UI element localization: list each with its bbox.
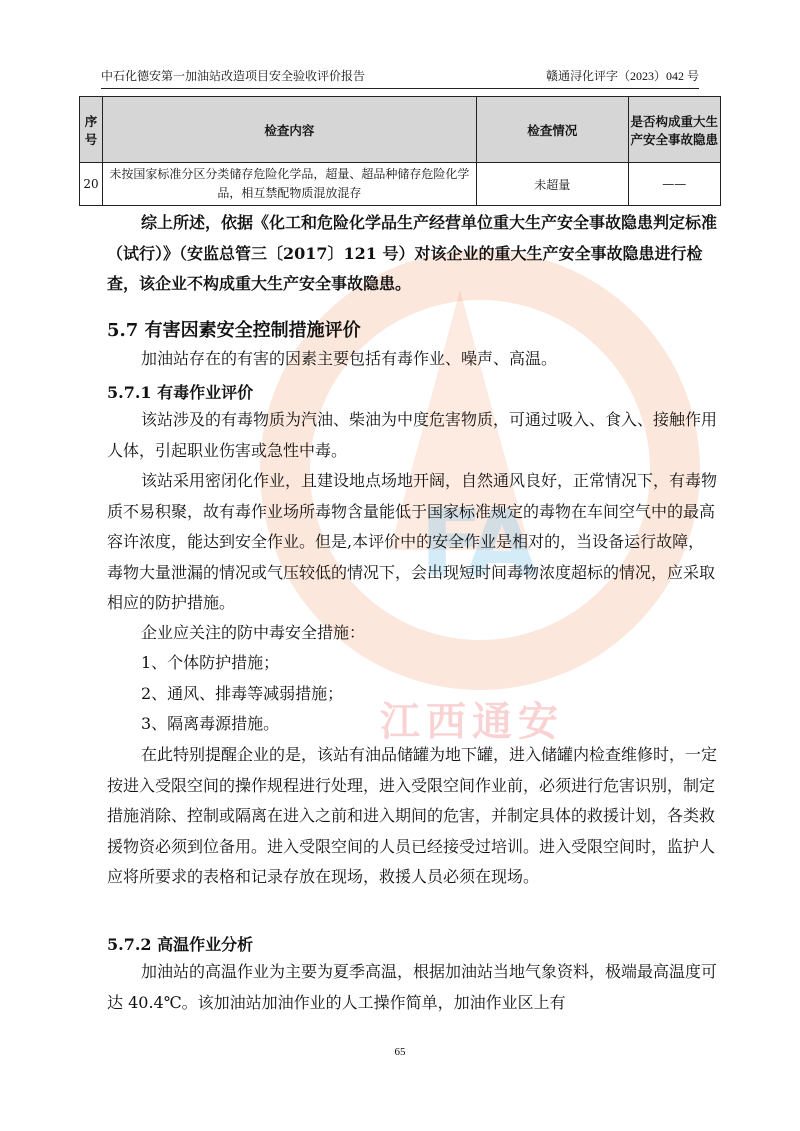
section-5-7-title: 5.7 有害因素安全控制措施评价: [107, 320, 361, 341]
list-item: 3、隔离毒源措施。: [141, 714, 280, 733]
toxic-paragraph-4: 在此特别提醒企业的是，该站有油品储罐为地下罐，进入储罐内检查维修时，一定按进入受限空间的操作规程进行处理，进入受限空间作业前，必须进行危害识别，制定措施消除、控制或隔离在进入之前和进入期间的危害，并制定具体的救援计划，各类救援物资必须到位备用。进入受限空间的人员已经接受过培训。进入受限空间时，监护人应将所要求的表格和记录存放在现场，救援人员必须在现场。: [107, 745, 718, 886]
table-header-row: [80, 97, 721, 163]
section-5-7-2-title: 5.7.2 高温作业分析: [107, 935, 254, 954]
table-row: [80, 163, 721, 206]
heat-paragraph-1: 加油站的高温作业为主要为夏季高温，根据加油站当地气象资料，极端最高温度可达 40.4℃。该加油站加油作业的人工操作简单，加油作业区上有: [107, 962, 718, 1012]
col-header-content: 检查内容: [102, 97, 476, 163]
page-number: 65: [394, 1046, 406, 1058]
inspection-table: [79, 96, 721, 206]
section-5-7-1-title: 5.7.1 有毒作业评价: [107, 383, 254, 402]
cell-content: 未按国家标准分区分类储存危险化学品，超量、超品种储存危险化学品，相互禁配物质混放混存: [102, 163, 476, 206]
header-report-title: 中石化德安第一加油站改造项目安全验收评价报告: [101, 69, 366, 83]
col-header-status: 检查情况: [476, 97, 628, 163]
cell-status: 未超量: [476, 163, 628, 206]
col-header-no: 序号: [80, 97, 103, 163]
toxic-paragraph-1: 该站涉及的有毒物质为汽油、柴油为中度危害物质，可通过吸入、食入、接触作用人体，引起职业伤害或急性中毒。: [107, 410, 718, 460]
cell-hazard: ——: [628, 163, 720, 206]
section-5-7-intro: 加油站存在的有害的因素主要包括有毒作业、噪声、高温。: [141, 349, 558, 368]
page-header: [101, 66, 699, 89]
list-item: 2、通风、排毒等减弱措施；: [141, 684, 344, 703]
watermark-letters: FA: [420, 490, 532, 597]
list-item: 1、个体防护措施；: [141, 653, 280, 672]
toxic-measures-intro: 企业应关注的防中毒安全措施：: [141, 623, 366, 642]
toxic-paragraph-2: 该站采用密闭化作业，且建设地点场地开阔，自然通风良好，正常情况下，有毒物质不易积聚，故有毒作业场所毒物含量能低于国家标准规定的毒物在车间空气中的最高容许浓度，能达到安全作业。但是,本评价中的安全作业是相对的，当设备运行故障，毒物大量泄漏的情况或气压较低的情况下，会出现短时间毒物浓度超标的情况，应采取相应的防护措施。: [107, 471, 718, 612]
watermark-caption: 江西通安: [380, 699, 564, 745]
col-header-hazard: 是否构成重大生产安全事故隐患: [628, 97, 720, 163]
conclusion-paragraph: 综上所述，依据《化工和危险化学品生产经营单位重大生产安全事故隐患判定标准（试行）》（安监总管三〔2017〕121 号）对该企业的重大生产安全事故隐患进行检查，该企业不构成重大生产安全事故隐患。: [107, 213, 718, 293]
header-report-number: 赣通浔化评字（2023）042 号: [545, 69, 699, 83]
cell-no: 20: [80, 163, 103, 206]
